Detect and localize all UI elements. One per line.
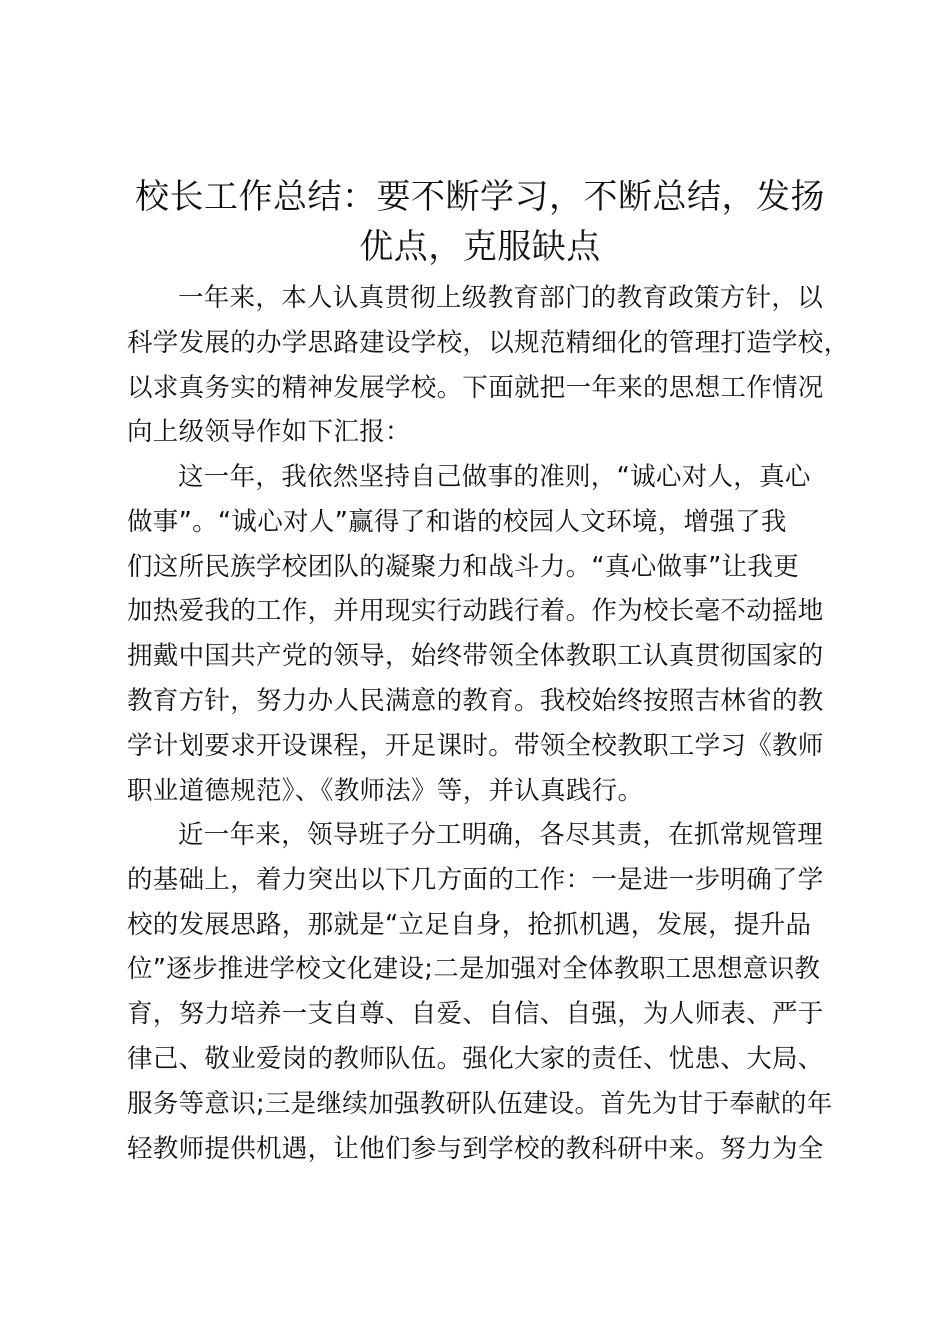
paragraph-line: 学计划要求开设课程，开足课时。带领全校教职工学习《教师	[127, 730, 824, 761]
paragraph-line: 轻教师提供机遇，让他们参与到学校的教科研中来。努力为全	[127, 1133, 824, 1164]
title-line: 优点，克服缺点	[359, 227, 601, 267]
paragraph-line: 职业道德规范》、《教师法》等，并认真践行。	[127, 775, 644, 806]
paragraph-line: 做事”。“诚心对人”赢得了和谐的校园人文环境，增强了我	[127, 506, 787, 537]
document-title	[115, 172, 845, 272]
paragraph-line: 们这所民族学校团队的凝聚力和战斗力。“真心做事”让我更	[127, 551, 800, 582]
paragraph-intro	[127, 276, 850, 455]
paragraph-line: 科学发展的办学思路建设学校，以规范精细化的管理打造学校，	[127, 327, 850, 358]
paragraph-principles	[127, 455, 837, 813]
paragraph-line: 教育方针，努力办人民满意的教育。我校始终按照吉林省的教	[127, 685, 824, 716]
paragraph-line: 这一年，我依然坚持自己做事的准则，“诚心对人，真心	[178, 462, 811, 492]
paragraph-line: 加热爱我的工作，并用现实行动践行着。作为校长毫不动摇地	[127, 596, 824, 627]
title-line: 校长工作总结：要不断学习，不断总结，发扬	[135, 177, 825, 217]
paragraph-line: 向上级领导作如下汇报：	[127, 417, 411, 448]
paragraph-line: 位”逐步推进学校文化建设;二是加强对全体教职工思想意识教	[127, 954, 821, 985]
paragraph-line: 律己、敬业爱岗的教师队伍。强化大家的责任、忧患、大局、	[127, 1043, 824, 1074]
paragraph-line: 校的发展思路，那就是“立足自身，抢抓机遇，发展，提升品	[127, 909, 812, 940]
paragraph-line: 拥戴中国共产党的领导，始终带领全体教职工认真贯彻国家的	[127, 641, 824, 672]
paragraph-management	[127, 813, 837, 1171]
paragraph-line: 育，努力培养一支自尊、自爱、自信、自强，为人师表、严于	[127, 999, 824, 1030]
paragraph-line: 一年来，本人认真贯彻上级教育部门的教育政策方针，以	[178, 283, 824, 313]
paragraph-line: 的基础上，着力突出以下几方面的工作：一是进一步明确了学	[127, 864, 824, 895]
paragraph-line: 以求真务实的精神发展学校。下面就把一年来的思想工作情况	[127, 372, 824, 403]
paragraph-line: 近一年来，领导班子分工明确，各尽其责，在抓常规管理	[178, 820, 824, 850]
paragraph-line: 服务等意识;三是继续加强教研队伍建设。首先为甘于奉献的年	[127, 1088, 833, 1119]
